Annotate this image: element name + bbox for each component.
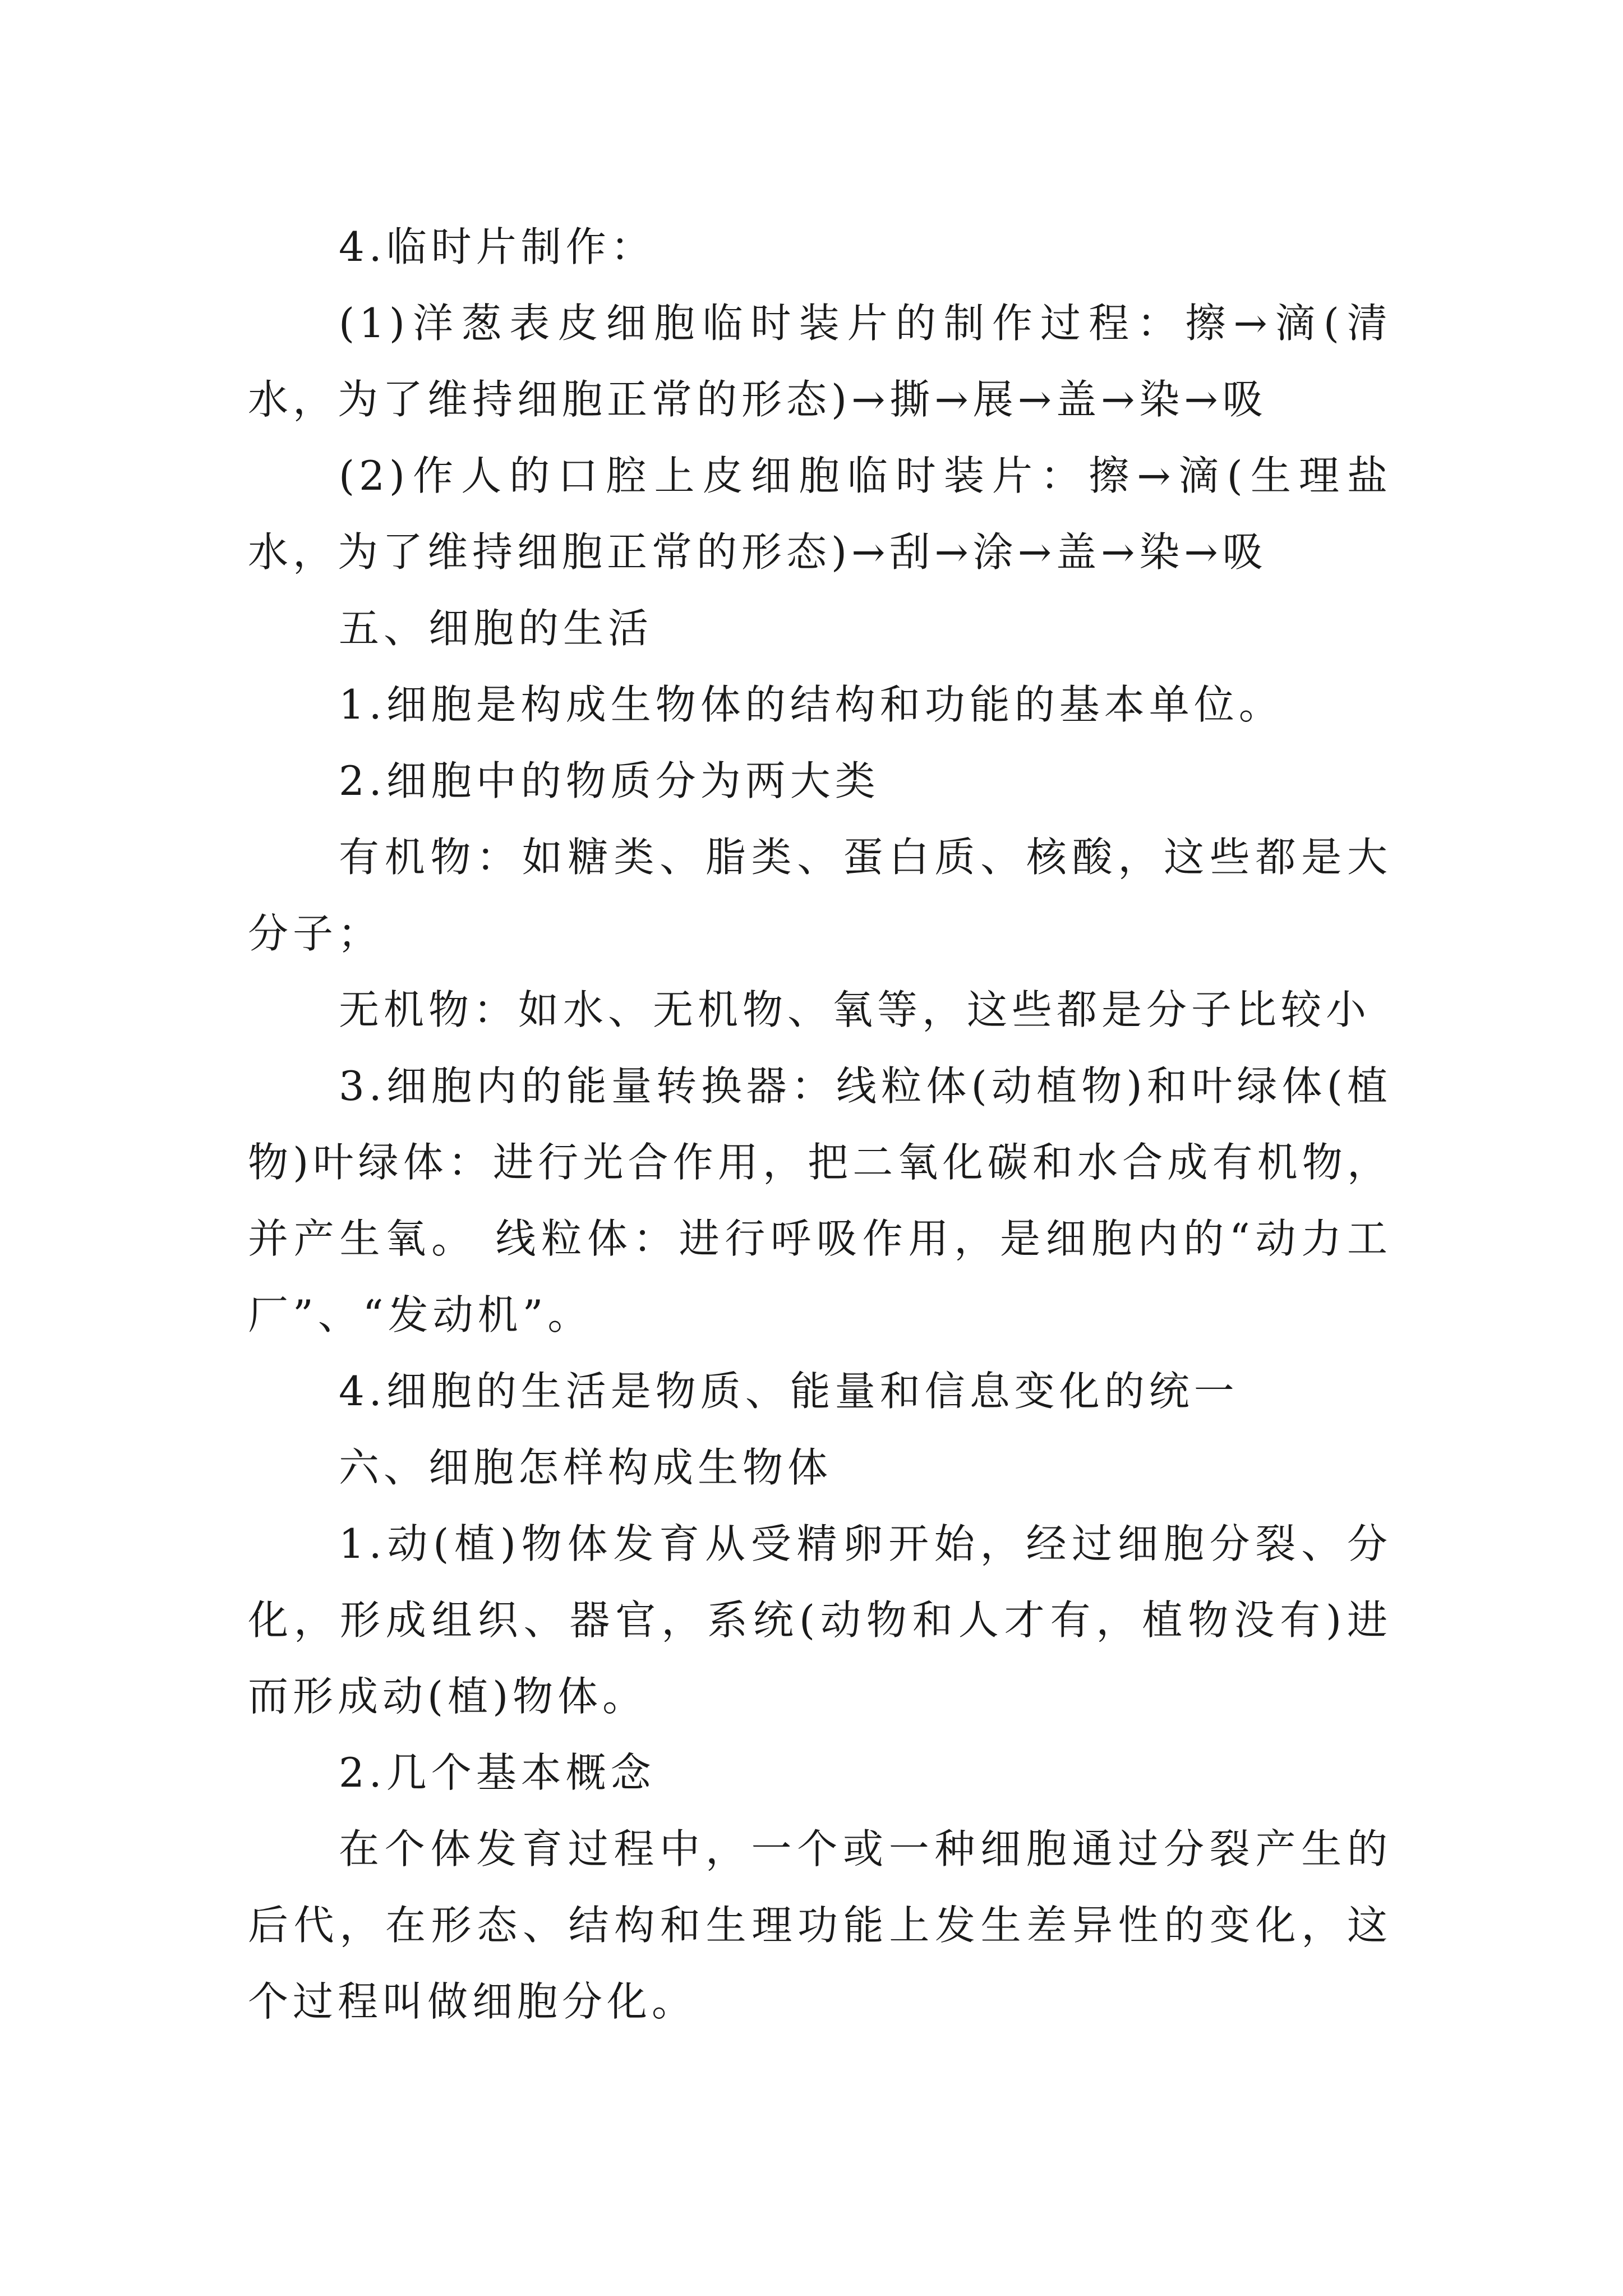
paragraph-cell-differentiation: 在个体发育过程中，一个或一种细胞通过分裂产生的后代，在形态、结构和生理功能上发生差异性的变化，这个过程叫做细胞分化。 (248, 1825, 1392, 2025)
paragraph-inorganic-matter: 无机物：如水、无机物、氧等，这些都是分子比较小 (339, 986, 1371, 1033)
paragraph-development: 1.动(植)物体发育从受精卵开始，经过细胞分裂、分化，形成组织、器官，系统(动物和人才有，植物没有)进而形成动(植)物体。 (248, 1520, 1392, 1720)
paragraph-energy-converters: 3.细胞内的能量转换器：线粒体(动植物)和叶绿体(植物)叶绿体：进行光合作用，把二氧化碳和水合成有机物，并产生氧。 线粒体：进行呼吸作用，是细胞内的“动力工厂”、“发动机”。 (248, 1062, 1392, 1338)
section-heading-organism-structure: 六、细胞怎样构成生物体 (339, 1444, 833, 1491)
paragraph-organic-matter: 有机物：如糖类、脂类、蛋白质、核酸，这些都是大分子； (248, 834, 1392, 957)
paragraph-cell-life-unity: 4.细胞的生活是物质、能量和信息变化的统一 (339, 1368, 1239, 1415)
document-body (248, 209, 1392, 2040)
section-heading-cell-life: 五、细胞的生活 (339, 605, 653, 652)
paragraph-temp-slide-heading: 4.临时片制作： (339, 223, 656, 270)
paragraph-basic-concepts: 2.几个基本概念 (339, 1749, 656, 1796)
paragraph-onion-slide: (1)洋葱表皮细胞临时装片的制作过程：擦→滴(清水，为了维持细胞正常的形态)→撕→展→盖→染→吸 (248, 300, 1392, 423)
paragraph-cell-substances: 2.细胞中的物质分为两大类 (339, 757, 880, 804)
paragraph-cheek-slide: (2)作人的口腔上皮细胞临时装片：擦→滴(生理盐水，为了维持细胞正常的形态)→刮→涂→盖→染→吸 (248, 452, 1392, 576)
paragraph-cell-basic-unit: 1.细胞是构成生物体的结构和功能的基本单位。 (339, 681, 1284, 728)
